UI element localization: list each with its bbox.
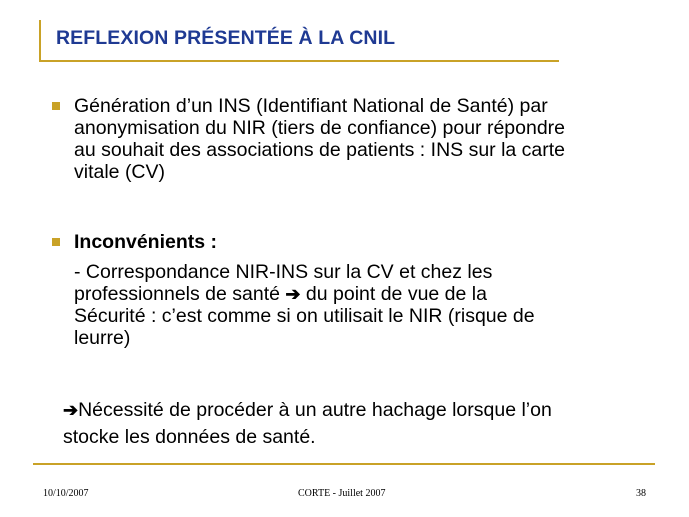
conclusion-line	[63, 397, 552, 424]
slide-title: REFLEXION PRÉSENTÉE À LA CNIL	[56, 27, 396, 49]
title-accent-rule-vertical	[39, 20, 41, 62]
bullet-1-line: au souhait des associations de patients : INS sur la carte	[74, 139, 566, 161]
right-arrow-icon: ➔	[63, 400, 79, 420]
line-text: Nécessité de procéder à un autre hachage lorsque l’on	[78, 399, 552, 421]
conclusion-text	[63, 397, 552, 451]
bullet-2-line: Sécurité : c’est comme si on utilisait le NIR (risque de	[74, 305, 535, 327]
right-arrow-icon: ➔	[285, 284, 301, 304]
bullet-1-line: Génération d’un INS (Identifiant National de Santé) par	[74, 95, 548, 117]
line-text: professionnels de santé	[74, 283, 286, 305]
bullet-2-line	[74, 283, 674, 305]
footer-date: 10/10/2007	[43, 488, 89, 499]
heading-colon: :	[205, 231, 218, 253]
bullet-2-body	[74, 261, 674, 349]
bullet-2-line: - Correspondance NIR-INS sur la CV et chez les	[74, 261, 493, 283]
bullet-square-icon	[52, 238, 60, 246]
inconvenients-label: Inconvénients	[74, 231, 206, 253]
footer-event: CORTE - Juillet 2007	[298, 488, 386, 499]
footer-page-number: 38	[636, 488, 646, 499]
bullet-1-text	[74, 95, 674, 183]
conclusion-line: stocke les données de santé.	[63, 426, 316, 448]
footer-rule	[33, 463, 655, 465]
bullet-1-line: anonymisation du NIR (tiers de confiance) pour répondre	[74, 117, 566, 139]
line-text: du point de vue de la	[300, 283, 487, 305]
bullet-2-line: leurre)	[74, 327, 131, 349]
bullet-1-line: vitale (CV)	[74, 161, 166, 183]
bullet-square-icon	[52, 102, 60, 110]
title-accent-rule-horizontal	[39, 60, 559, 62]
bullet-2-heading	[74, 231, 674, 253]
